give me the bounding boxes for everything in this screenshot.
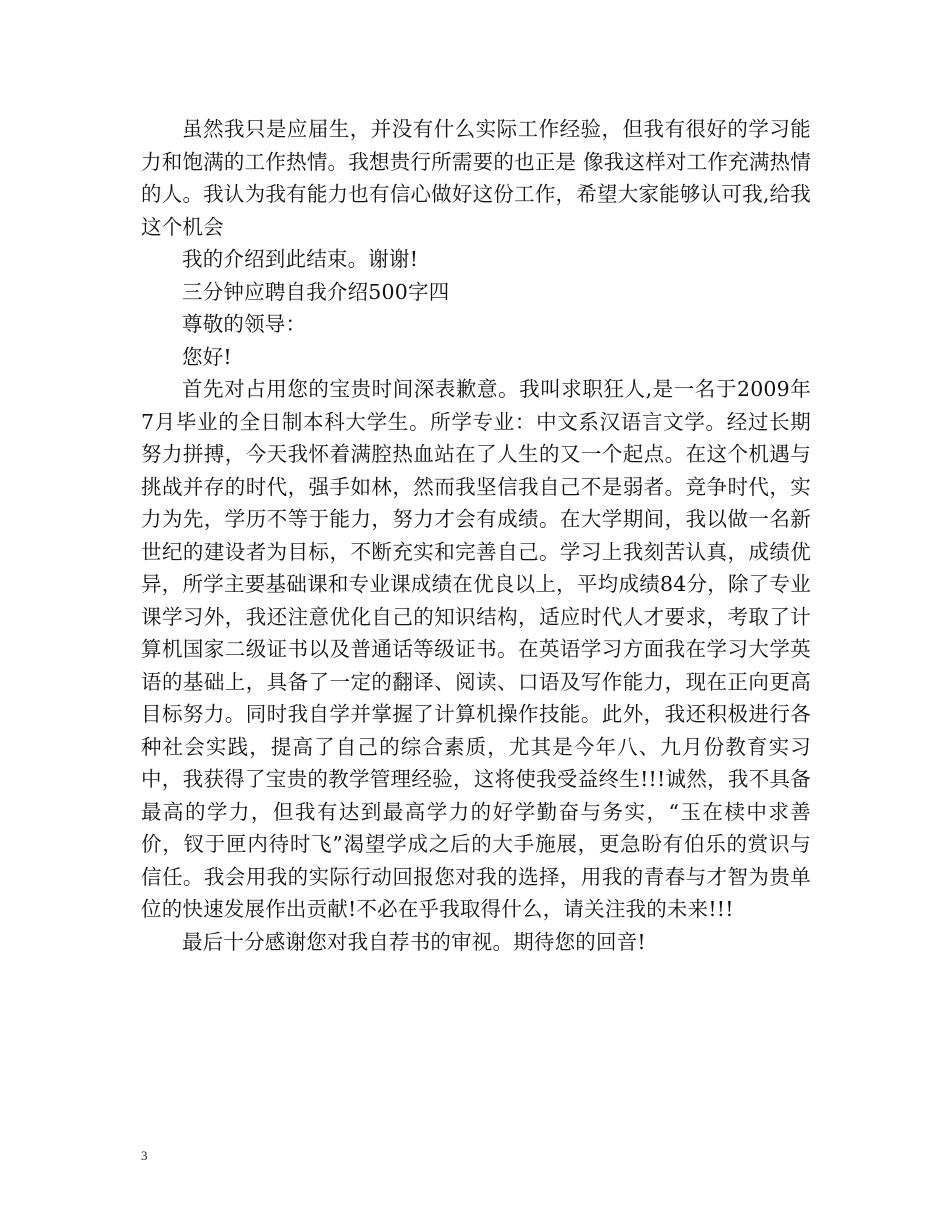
page-number: 3 [141, 1148, 148, 1163]
paragraph-main-introduction: 首先对占用您的宝贵时间深表歉意。我叫求职狂人,是一名于2009年7月毕业的全日制本科大学生。所学专业：中文系汉语言文学。经过长期努力拼搏，今天我怀着满腔热血站在了人生的又一个起点。在这个机遇与挑战并存的时代，强手如林，然而我坚信我自己不是弱者。竞争时代，实力为先，学历不等于能力，努力才会有成绩。在大学期间，我以做一名新世纪的建设者为目标，不断充实和完善自己。学习上我刻苦认真，成绩优异，所学主要基础课和专业课成绩在优良以上，平均成绩84分，除了专业课学习外，我还注意优化自己的知识结构，适应时代人才要求，考取了计算机国家二级证书以及普通话等级证书。在英语学习方面我在学习大学英语的基础上，具备了一定的翻译、阅读、口语及写作能力，现在正向更高目标努力。同时我自学并掌握了计算机操作技能。此外，我还积极进行各种社会实践，提高了自己的综合素质，尤其是今年八、九月份教育实习中，我获得了宝贵的教学管理经验，这将使我受益终生!!!诚然，我不具备最高的学力，但我有达到最高学力的好学勤奋与务实，“玉在椟中求善价，钗于匣内待时飞”渴望学成之后的大手施展，更急盼有伯乐的赏识与信任。我会用我的实际行动回报您对我的选择，用我的青春与才智为贵单位的快速发展作出贡献!不必在乎我取得什么，请关注我的未来!!! [141, 377, 811, 921]
paragraph-final-thanks: 最后十分感谢您对我自荐书的审视。期待您的回音! [182, 929, 646, 954]
paragraph-thanks: 我的介绍到此结束。谢谢! [182, 247, 419, 271]
paragraph-closing-statement: 虽然我只是应届生，并没有什么实际工作经验，但我有很好的学习能力和饱满的工作热情。我想贵行所需要的也正是 像我这样对工作充满热情的人。我认为我有能力也有信心做好这份工作，希望大家能够认可我,给我这个机会 [141, 117, 811, 239]
document-body [141, 113, 811, 958]
salutation: 尊敬的领导： [182, 312, 307, 336]
section-heading: 三分钟应聘自我介绍500字四 [182, 279, 450, 304]
greeting: 您好! [182, 344, 232, 369]
